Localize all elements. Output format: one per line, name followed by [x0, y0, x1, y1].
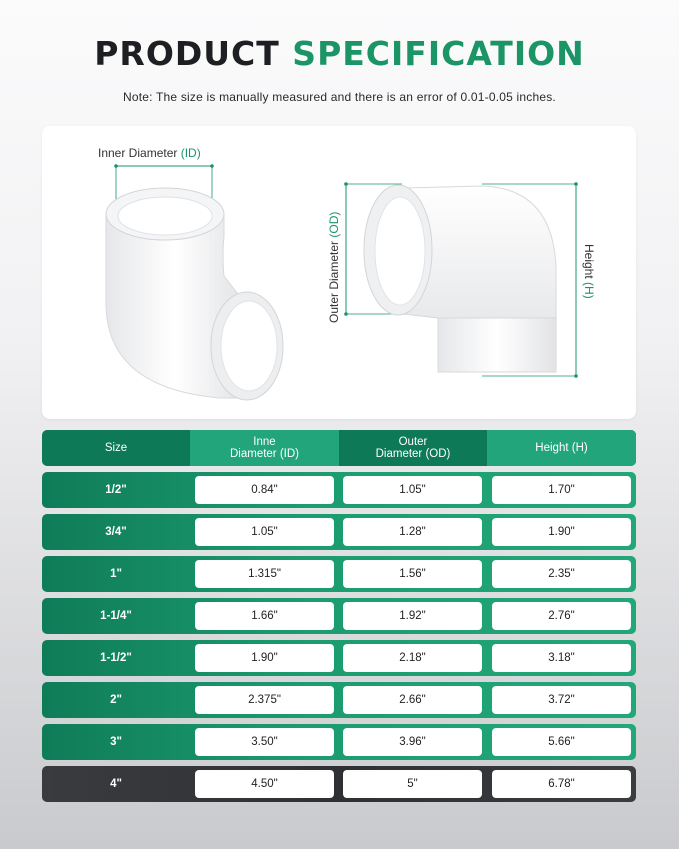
left-elbow-fitting	[106, 188, 283, 400]
product-diagram	[42, 126, 636, 419]
header-outer-diameter: Outer Diameter (OD)	[375, 436, 451, 460]
table-header	[42, 430, 636, 466]
size-cell: 2"	[110, 694, 122, 706]
right-elbow-fitting	[364, 185, 556, 372]
id-cell: 1.05"	[195, 518, 334, 546]
table-row	[42, 472, 636, 508]
table-row	[42, 640, 636, 676]
height-cell: 1.70"	[492, 476, 631, 504]
height-label: Height (H)	[582, 244, 596, 299]
table-row	[42, 682, 636, 718]
size-cell: 3"	[110, 736, 122, 748]
od-cell: 1.28"	[343, 518, 482, 546]
height-cell: 3.18"	[492, 644, 631, 672]
size-cell: 1/2"	[105, 484, 127, 496]
id-cell: 3.50"	[195, 728, 334, 756]
title-part-1: PRODUCT	[94, 34, 280, 73]
table-row	[42, 514, 636, 550]
height-cell: 2.35"	[492, 560, 631, 588]
table-row	[42, 598, 636, 634]
height-cell: 1.90"	[492, 518, 631, 546]
header-height: Height (H)	[487, 430, 636, 466]
size-cell: 1-1/4"	[100, 610, 132, 622]
od-cell: 2.66"	[343, 686, 482, 714]
od-cell: 1.05"	[343, 476, 482, 504]
height-cell: 5.66"	[492, 728, 631, 756]
height-cell: 3.72"	[492, 686, 631, 714]
title-part-2: SPECIFICATION	[292, 34, 585, 73]
od-cell: 2.18"	[343, 644, 482, 672]
id-cell: 1.315"	[195, 560, 334, 588]
table-row	[42, 724, 636, 760]
od-cell: 5"	[343, 770, 482, 798]
id-cell: 1.66"	[195, 602, 334, 630]
id-cell: 0.84"	[195, 476, 334, 504]
table-row	[42, 556, 636, 592]
header-inner-diameter: Inne Diameter (ID)	[190, 430, 339, 466]
od-cell: 1.92"	[343, 602, 482, 630]
id-cell: 1.90"	[195, 644, 334, 672]
measurement-note: Note: The size is manually measured and there is an error of 0.01-0.05 inches.	[123, 90, 556, 104]
size-cell: 1"	[110, 568, 122, 580]
size-cell: 1-1/2"	[100, 652, 132, 664]
height-cell: 6.78"	[492, 770, 631, 798]
header-size: Size	[104, 442, 128, 454]
height-cell: 2.76"	[492, 602, 631, 630]
od-cell: 3.96"	[343, 728, 482, 756]
outer-diameter-label: Outer Diameter (OD)	[327, 211, 341, 323]
table-row-highlighted	[42, 766, 636, 802]
id-cell: 4.50"	[195, 770, 334, 798]
inner-diameter-label: Inner Diameter (ID)	[98, 146, 201, 160]
id-cell: 2.375"	[195, 686, 334, 714]
od-cell: 1.56"	[343, 560, 482, 588]
size-cell: 4"	[110, 778, 122, 790]
size-cell: 3/4"	[105, 526, 127, 538]
page-title	[0, 34, 679, 74]
